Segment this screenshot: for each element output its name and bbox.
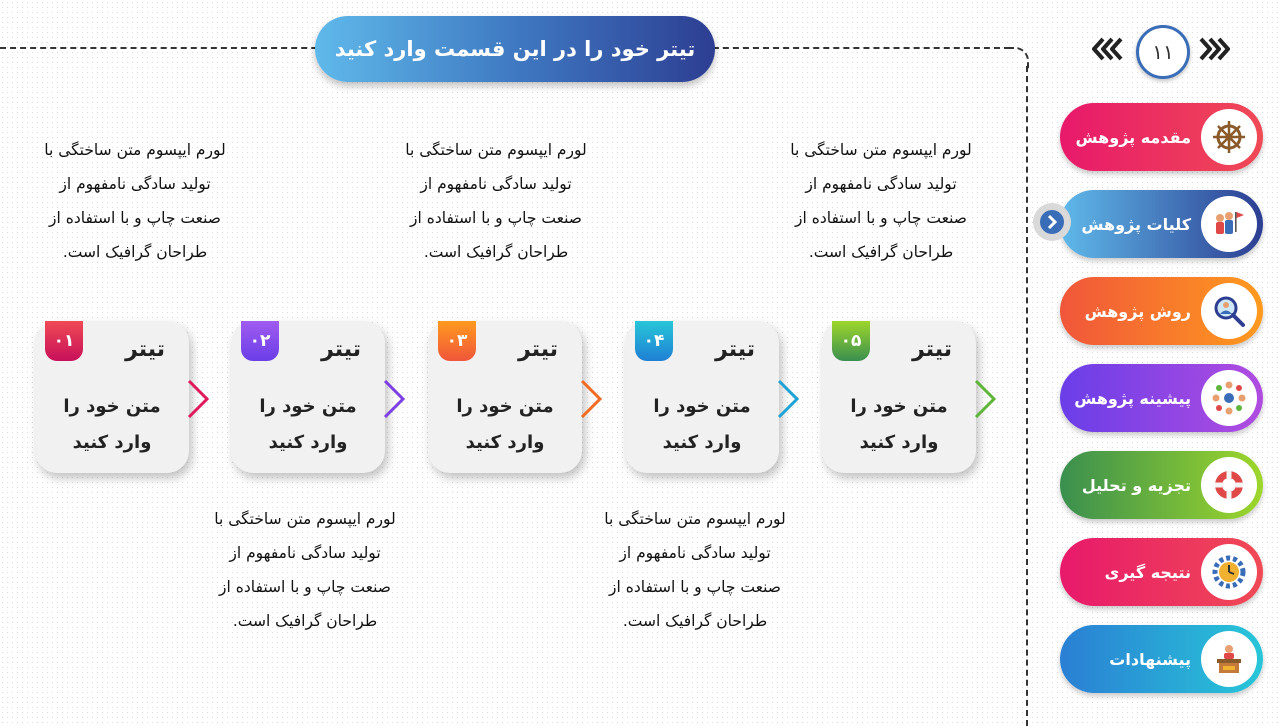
step-number-badge: ۰۳ <box>438 321 476 361</box>
arrow-pointer-icon <box>381 379 407 419</box>
step-card-2 <box>231 321 385 473</box>
step-description-4: لورم ایپسوم متن ساختگی با تولید سادگی نامفهوم از صنعت چاپ و با استفاده از طراحان گرافیک است. <box>604 510 786 630</box>
ship-wheel-icon <box>1201 109 1257 165</box>
step-text: متن خود را وارد کنید <box>850 396 948 453</box>
step-number-badge: ۰۱ <box>45 321 83 361</box>
step-card-4 <box>625 321 779 473</box>
magnifier-person-icon <box>1201 283 1257 339</box>
sidebar-item-label: پیشینه پژوهش <box>1074 388 1191 408</box>
arrow-pointer-icon <box>972 379 998 419</box>
previous-chevron-icon[interactable] <box>1090 36 1124 62</box>
arrow-pointer-icon <box>578 379 604 419</box>
page-number: ۱۱ <box>1136 25 1190 79</box>
arrow-pointer-icon <box>775 379 801 419</box>
sidebar-item-label: مقدمه پژوهش <box>1075 127 1191 147</box>
arrow-pointer-icon <box>185 379 211 419</box>
sidebar-item-label: کلیات پژوهش <box>1081 214 1191 234</box>
step-text: متن خود را وارد کنید <box>653 396 751 453</box>
step-description-5: لورم ایپسوم متن ساختگی با تولید سادگی نامفهوم از صنعت چاپ و با استفاده از طراحان گرافیک است. <box>790 141 972 261</box>
step-text: متن خود را وارد کنید <box>63 396 161 453</box>
step-title: تیتر <box>715 337 755 362</box>
sidebar-item-introduction[interactable] <box>1060 103 1263 171</box>
network-people-icon <box>1201 370 1257 426</box>
sidebar-item-label: تجزیه و تحلیل <box>1081 475 1191 495</box>
step-card-5 <box>822 321 976 473</box>
step-text: متن خود را وارد کنید <box>259 396 357 453</box>
sidebar-item-suggestions[interactable] <box>1060 625 1263 693</box>
step-title: تیتر <box>912 337 952 362</box>
meeting-podium-icon <box>1201 631 1257 687</box>
step-title: تیتر <box>518 337 558 362</box>
sidebar-divider-line <box>1026 66 1028 726</box>
step-number-badge: ۰۵ <box>832 321 870 361</box>
team-flag-icon <box>1201 196 1257 252</box>
sidebar-item-label: پیشنهادات <box>1109 649 1191 669</box>
sidebar-item-label: نتیجه گیری <box>1104 562 1191 582</box>
step-description-1: لورم ایپسوم متن ساختگی با تولید سادگی نامفهوم از صنعت چاپ و با استفاده از طراحان گرافیک است. <box>44 141 226 261</box>
step-description-2: لورم ایپسوم متن ساختگی با تولید سادگی نامفهوم از صنعت چاپ و با استفاده از طراحان گرافیک است. <box>214 510 396 630</box>
step-text: متن خود را وارد کنید <box>456 396 554 453</box>
sidebar-item-literature[interactable] <box>1060 364 1263 432</box>
step-card-3 <box>428 321 582 473</box>
sidebar-item-label: روش پژوهش <box>1084 301 1191 321</box>
step-card-1 <box>35 321 189 473</box>
sidebar-item-overview[interactable] <box>1060 190 1263 258</box>
step-number-badge: ۰۴ <box>635 321 673 361</box>
step-description-3: لورم ایپسوم متن ساختگی با تولید سادگی نامفهوم از صنعت چاپ و با استفاده از طراحان گرافیک است. <box>405 141 587 261</box>
page-title: تیتر خود را در این قسمت وارد کنید <box>315 16 715 82</box>
sidebar-item-conclusion[interactable] <box>1060 538 1263 606</box>
gear-clock-icon <box>1201 544 1257 600</box>
sidebar-item-analysis[interactable] <box>1060 451 1263 519</box>
active-item-marker <box>1033 203 1071 241</box>
step-number-badge: ۰۲ <box>241 321 279 361</box>
step-title: تیتر <box>321 337 361 362</box>
lifebuoy-icon <box>1201 457 1257 513</box>
step-title: تیتر <box>125 337 165 362</box>
sidebar-item-method[interactable] <box>1060 277 1263 345</box>
next-chevron-icon[interactable] <box>1198 36 1232 62</box>
